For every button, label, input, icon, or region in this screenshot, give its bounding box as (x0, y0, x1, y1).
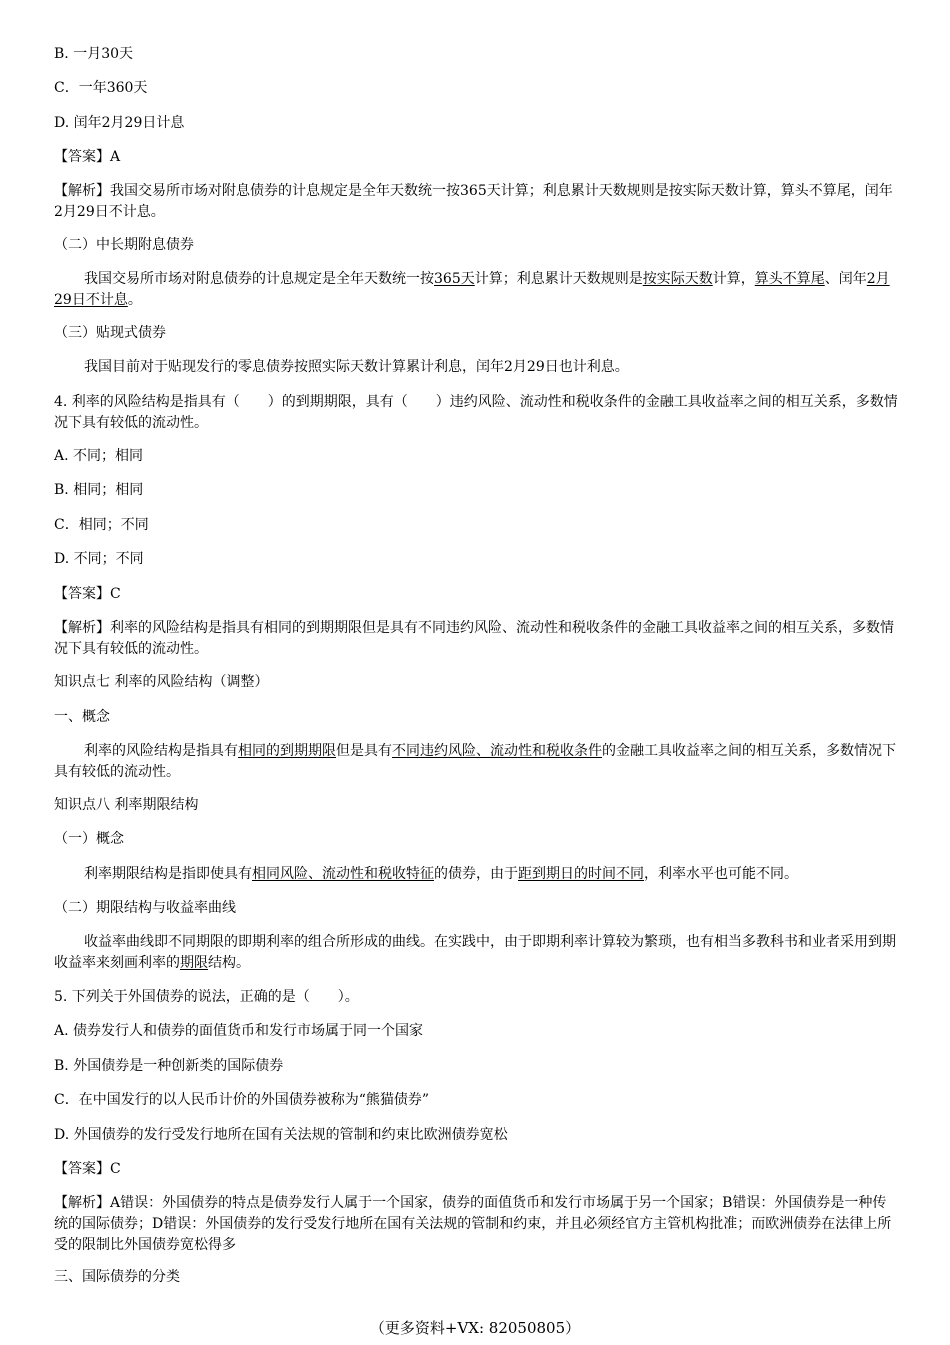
underlined-term: 不同违约风险、流动性和税收条件 (392, 743, 602, 759)
knowledge-point-8-yield-curve-paragraph (54, 932, 899, 974)
answer-value: C (110, 586, 121, 602)
text-run: 的金融工具收益率之间的相互关系，多数情况下具有较低的流动性。 (54, 743, 896, 780)
knowledge-point-8-title: 知识点八 利率期限结构 (54, 797, 199, 813)
text-run: 我国交易所市场对附息债券的计息规定是全年天数统一按 (84, 271, 434, 287)
mid-long-bonds-paragraph (54, 269, 899, 311)
text-run: 收益率曲线即不同期限的即期利率的组合所形成的曲线。在实践中，由于即期利率计算较为繁琐，也有相当多教科书和业者采用到期收益率来刻画利率的 (54, 934, 896, 971)
knowledge-point-8-subheading-yield-curve: （二）期限结构与收益率曲线 (54, 900, 236, 916)
analysis-label: 【解析】 (54, 620, 110, 636)
knowledge-point-7-paragraph (54, 741, 899, 783)
q5-analysis (54, 1193, 899, 1256)
q3-option-d: D. 闰年2月29日计息 (54, 115, 185, 131)
text-run: 计算；利息累计天数规则是 (474, 271, 643, 287)
q3-option-c: C．一年360天 (54, 80, 148, 96)
knowledge-point-7-title: 知识点七 利率的风险结构（调整） (54, 674, 269, 690)
q4-option-b: B. 相同；相同 (54, 482, 144, 498)
text-run: 利率的风险结构是指具有 (84, 743, 238, 759)
underlined-term: 算头不算尾 (754, 271, 825, 287)
underlined-term: 相同的到期期限 (238, 743, 336, 759)
q5-option-d: D. 外国债券的发行受发行地所在国有关法规的管制和约束比欧洲债券宽松 (54, 1127, 508, 1143)
section-heading-discount-bonds: （三）贴现式债券 (54, 325, 166, 341)
text-run: 的债券，由于 (434, 866, 518, 882)
q5-stem: 5. 下列关于外国债券的说法，正确的是（ ）。 (54, 989, 359, 1005)
page-footer: （更多资料+VX: 82050805） (369, 1319, 581, 1337)
q4-option-a: A. 不同；相同 (54, 448, 144, 464)
section-heading-mid-long-bonds: （二）中长期附息债券 (54, 237, 194, 253)
q4-option-c: C．相同；不同 (54, 517, 149, 533)
q4-analysis (54, 618, 899, 660)
text-run: 、闰年 (824, 271, 867, 287)
underlined-term: 2月29日不计息 (54, 271, 890, 308)
analysis-label: 【解析】 (54, 183, 110, 199)
underlined-term: 365天 (434, 271, 475, 287)
text-run: 计算， (712, 271, 755, 287)
discount-bonds-paragraph: 我国目前对于贴现发行的零息债券按照实际天数计算累计利息，闰年2月29日也计利息。 (84, 359, 629, 375)
underlined-term: 期限 (180, 955, 208, 971)
analysis-text: A错误：外国债券的特点是债券发行人属于一个国家，债券的面值货币和发行市场属于另一个国家；B错误：外国债券是一种传统的国际债券；D错误：外国债券的发行受发行地所在国有关法规的管制和约束，并且必须经官方主管机构批准；而欧洲债券在法律上所受的限制比外国债券宽松得多 (54, 1195, 892, 1253)
q3-answer (54, 147, 899, 168)
analysis-text: 利率的风险结构是指具有相同的到期期限但是具有不同违约风险、流动性和税收条件的金融工具收益率之间的相互关系，多数情况下具有较低的流动性。 (54, 620, 894, 657)
knowledge-point-7-subheading: 一、概念 (54, 709, 110, 725)
analysis-label: 【解析】 (54, 1195, 110, 1211)
underlined-term: 相同风险、流动性和税收特征 (252, 866, 434, 882)
q5-option-a: A. 债券发行人和债券的面值货币和发行市场属于同一个国家 (54, 1023, 424, 1039)
q4-option-d: D. 不同；不同 (54, 551, 144, 567)
answer-value: C (110, 1161, 121, 1177)
q5-option-c: C．在中国发行的以人民币计价的外国债券被称为“熊猫债券” (54, 1092, 430, 1108)
q5-option-b: B. 外国债券是一种创新类的国际债券 (54, 1058, 284, 1074)
q3-analysis (54, 181, 899, 223)
q4-stem: 4. 利率的风险结构是指具有（ ）的到期期限，具有（ ）违约风险、流动性和税收条件的金融工具收益率之间的相互关系，多数情况下具有较低的流动性。 (54, 394, 898, 431)
underlined-term: 按实际天数 (642, 271, 713, 287)
text-run: 。 (127, 292, 142, 308)
analysis-text: 我国交易所市场对附息债券的计息规定是全年天数统一按365天计算；利息累计天数规则是按实际天数计算，算头不算尾，闰年2月29日不计息。 (54, 183, 893, 220)
answer-label: 【答案】 (54, 149, 110, 165)
q5-answer (54, 1159, 899, 1180)
answer-value: A (110, 149, 121, 165)
knowledge-point-8-subheading-concept: （一）概念 (54, 831, 124, 847)
text-run: ，利率水平也可能不同。 (644, 866, 798, 882)
q3-option-b: B. 一月30天 (54, 46, 134, 62)
q4-answer (54, 584, 899, 605)
underlined-term: 距到期日的时间不同 (518, 866, 644, 882)
text-run: 利率期限结构是指即使具有 (84, 866, 252, 882)
answer-label: 【答案】 (54, 586, 110, 602)
section-heading-international-bonds: 三、国际债券的分类 (54, 1269, 180, 1285)
text-run: 但是具有 (336, 743, 392, 759)
text-run: 结构。 (208, 955, 250, 971)
answer-label: 【答案】 (54, 1161, 110, 1177)
knowledge-point-8-concept-paragraph (54, 864, 899, 885)
